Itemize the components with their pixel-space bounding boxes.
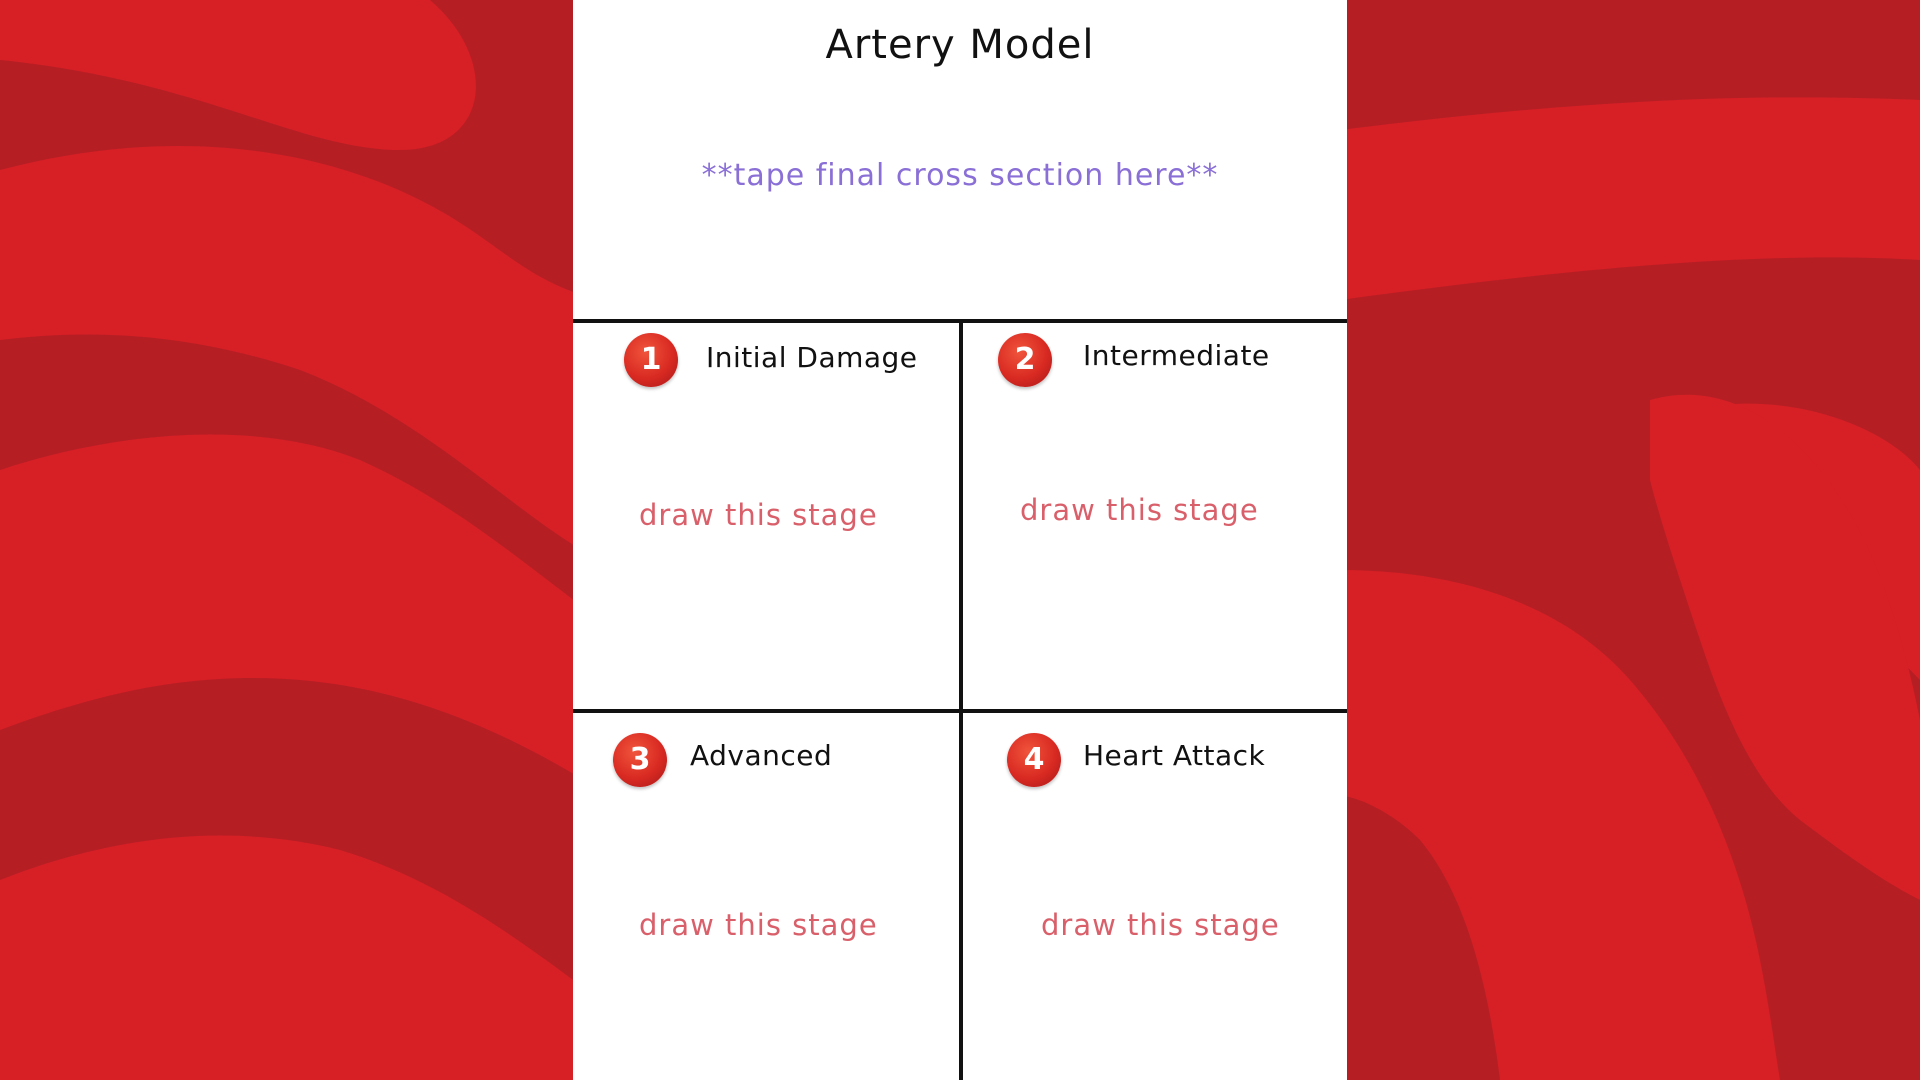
- stage-label: Intermediate: [1083, 339, 1270, 372]
- worksheet-panel: [573, 0, 1347, 1080]
- stage-cell-4[interactable]: [963, 713, 1349, 1080]
- stage-cell-3[interactable]: [573, 713, 959, 1080]
- number-3-badge-icon: 3: [613, 733, 667, 787]
- worksheet-title: Artery Model: [825, 22, 1095, 68]
- stage-cell-2[interactable]: [963, 323, 1349, 709]
- number-2-badge-icon: 2: [998, 333, 1052, 387]
- tape-note: **tape final cross section here**: [701, 158, 1219, 193]
- stage-label: Heart Attack: [1083, 739, 1266, 772]
- stage-label: Advanced: [690, 739, 833, 772]
- draw-hint: draw this stage: [1041, 908, 1280, 942]
- stage-cell-1[interactable]: [573, 323, 959, 709]
- draw-hint: draw this stage: [639, 498, 878, 532]
- number-1-badge-icon: 1: [624, 333, 678, 387]
- number-4-badge-icon: 4: [1007, 733, 1061, 787]
- draw-hint: draw this stage: [639, 908, 878, 942]
- stage-label: Initial Damage: [706, 341, 918, 374]
- draw-hint: draw this stage: [1020, 493, 1259, 527]
